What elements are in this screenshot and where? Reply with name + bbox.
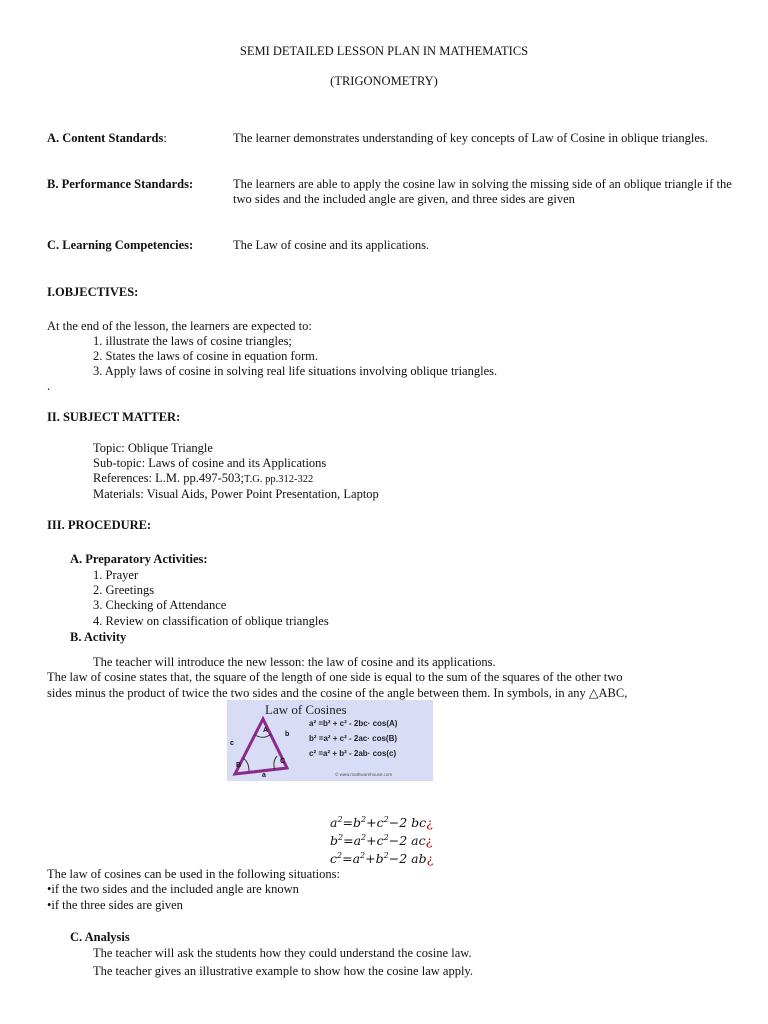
subject-matter-heading: II. SUBJECT MATTER:: [47, 410, 181, 424]
document-subtitle: (TRIGONOMETRY): [330, 74, 438, 88]
image-watermark: © www.mathwarehouse.com: [335, 772, 393, 777]
angle-arc-a: [255, 734, 271, 737]
subject-topic: Topic: Oblique Triangle: [93, 441, 213, 455]
analysis-heading: C. Analysis: [70, 930, 130, 944]
law-image-title: Law of Cosines: [265, 702, 347, 717]
prep-item: 2. Greetings: [93, 583, 155, 597]
law-of-cosines-image: [227, 700, 433, 781]
equation-b: $b^2=a^2+c^2-2$ ac¿: [330, 832, 433, 848]
procedure-heading: III. PROCEDURE:: [47, 518, 152, 532]
objective-item: 3. Apply laws of cosine in solving real life situations involving oblique triangles.: [93, 364, 498, 378]
stray-dot: .: [47, 379, 51, 393]
prep-item: 4. Review on classification of oblique triangles: [93, 614, 329, 628]
law-statement-line: The law of cosine states that, the square of the length of one side is equal to the sum of the squares of the other two: [47, 670, 623, 684]
triangle-shape: [235, 719, 290, 774]
subject-subtopic: Sub-topic: Laws of cosine and its Applications: [93, 456, 327, 470]
objective-item: 1. illustrate the laws of cosine triangles;: [93, 334, 292, 348]
side-b-label: b: [285, 731, 290, 738]
prep-item: 1. Prayer: [93, 568, 139, 582]
situation-item: •if the two sides and the included angle are known: [47, 882, 299, 896]
learning-competencies-label: C. Learning Competencies:: [47, 238, 194, 252]
content-standards-text: The learner demonstrates understanding of key concepts of Law of Cosine in oblique triangles.: [233, 131, 708, 145]
activity-heading: B. Activity: [70, 630, 127, 644]
objectives-heading: I.OBJECTIVES:: [47, 285, 139, 299]
document-title: SEMI DETAILED LESSON PLAN IN MATHEMATICS: [239, 44, 529, 58]
subject-references: References: L.M. pp.497-503;T.G. pp.312-322: [93, 471, 314, 485]
subject-materials: Materials: Visual Aids, Power Point Presentation, Laptop: [93, 487, 379, 501]
performance-standards-text: The learners are able to apply the cosine law in solving the missing side of an oblique triangle if the two sides and the included angle are given, and three sides are given: [233, 177, 732, 206]
angle-arc-b: [243, 758, 249, 771]
objective-item: 2. States the laws of cosine in equation form.: [93, 349, 318, 363]
analysis-line: The teacher will ask the students how they could understand the cosine law.: [93, 946, 472, 960]
law-statement-line: sides minus the product of twice the two sides and the cosine of the angle between them. In symbols, in any △ABC,: [47, 686, 628, 700]
performance-standards-label: B. Performance Standards:: [47, 177, 194, 191]
equation-a: $a^2=b^2+c^2-2$ bc¿: [330, 814, 433, 830]
vertex-c-label: C: [280, 758, 286, 765]
content-standards-label: A. Content Standards:: [47, 131, 167, 145]
objectives-intro: At the end of the lesson, the learners are expected to:: [47, 319, 312, 333]
activity-intro: The teacher will introduce the new lesson: the law of cosine and its applications.: [93, 655, 496, 669]
formula-a: a² =b² + c² - 2bc· cos(A): [309, 719, 398, 728]
vertex-b-label: B: [236, 762, 242, 769]
situations-intro: The law of cosines can be used in the following situations:: [47, 867, 340, 881]
learning-competencies-text: The Law of cosine and its applications.: [233, 238, 430, 252]
prep-item: 3. Checking of Attendance: [93, 598, 227, 612]
side-c-label: c: [230, 740, 234, 747]
side-a-label: a: [262, 772, 266, 779]
formula-c: c² =a² + b² - 2ab· cos(c): [309, 749, 397, 758]
analysis-line: The teacher gives an illustrative example to show how the cosine law apply.: [93, 964, 473, 978]
preparatory-heading: A. Preparatory Activities:: [70, 552, 208, 566]
formula-b: b² =a² + c² - 2ac· cos(B): [309, 734, 398, 743]
equation-c: $c^2=a^2+b^2-2$ ab¿: [330, 850, 434, 866]
vertex-a-label: A: [263, 727, 269, 734]
situation-item: •if the three sides are given: [47, 898, 183, 912]
